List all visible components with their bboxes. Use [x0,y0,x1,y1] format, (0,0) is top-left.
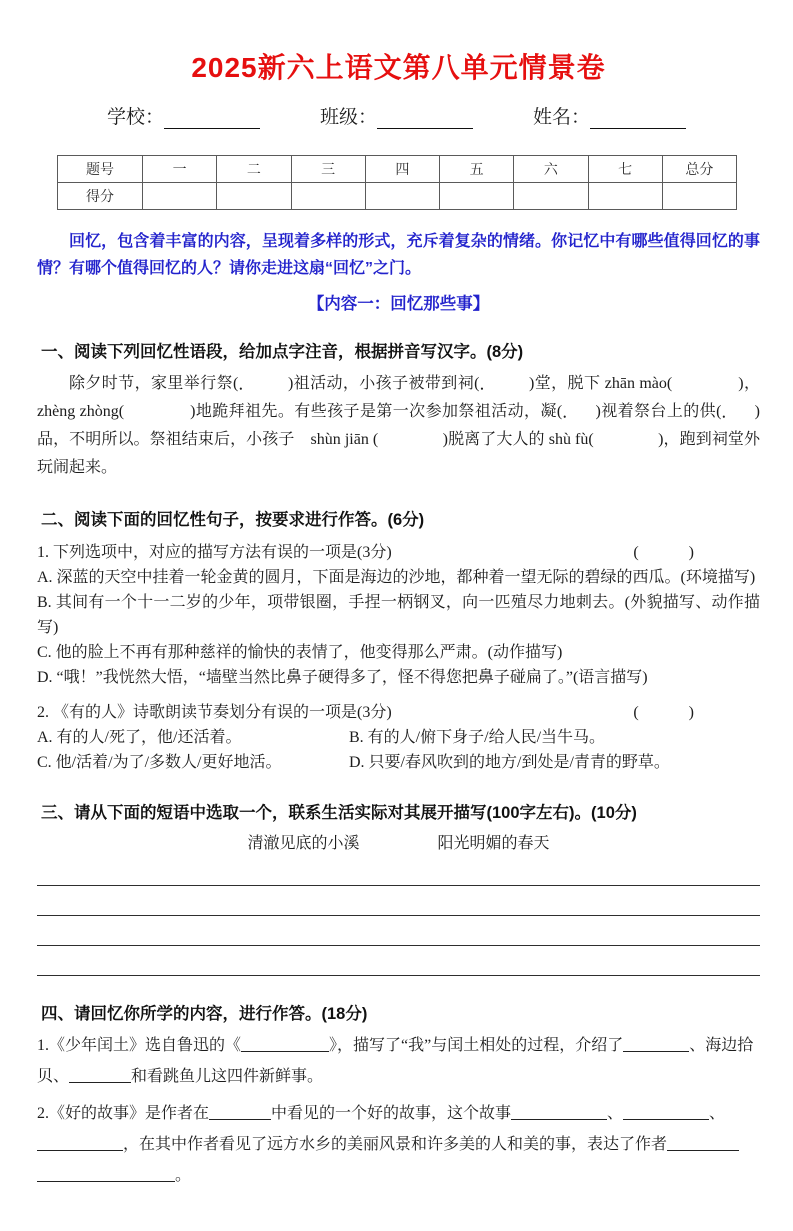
question-1-text: 1. 下列选项中，对应的描写方法有误的一项是(3分) [37,544,392,561]
phrase-spring: 阳光明媚的春天 [437,835,550,852]
score-table-header-row [58,156,737,183]
name-label: 姓名： [533,107,591,128]
class-field [320,102,473,129]
text-run: 除夕时节，家里举行 [69,375,217,392]
answer-blank [623,1036,689,1052]
question-1-option-d: D. “哦！”我恍然大悟，“墙壁当然比鼻子硬得多了，怪不得您把鼻子碰扁了。”(语言描写) [37,669,648,686]
question-2-option-b: B. 有的人/俯下身子/给人民/当牛马。 [349,729,606,746]
phrase-creek: 清澈见底的小溪 [247,835,360,852]
school-blank [164,108,260,129]
content-heading: 【内容一：回忆那些事】 [307,295,490,313]
text-run: 和看跳鱼儿这四件新鲜事。 [131,1068,324,1085]
text-run: 》，描写了“我”与闰土相处的过程，介绍了 [329,1037,624,1054]
question-1-answer-paren: ( ) [633,544,700,561]
score-row-label: 得分 [58,183,143,210]
answer-blank [511,1104,607,1120]
question-2-options [37,725,760,775]
answer-blank [241,1036,329,1052]
writing-line [37,975,760,976]
section-three-title: 三、请从下面的短语中选取一个，联系生活实际对其展开描写(100字左右)。(10分) [41,804,637,822]
question-1-option-a: A. 深蓝的天空中挂着一轮金黄的圆月，下面是海边的沙地，都种着一望无际的碧绿的西瓜。(环境描写) [37,569,756,586]
score-table-cell: 七 [588,156,662,183]
text-run: 、 [607,1105,624,1122]
score-cell-empty [440,183,514,210]
score-table-score-row [58,183,737,210]
text-run: 2.《好的故事》是作者在 [37,1105,210,1122]
class-blank [377,108,473,129]
question-2-answer-paren: ( ) [633,704,700,721]
writing-line [37,945,760,946]
intro-paragraph: 回忆，包含着丰富的内容，呈现着多样的形式，充斥着复杂的情绪。你记忆中有哪些值得回忆的事情？有哪个值得回忆的人？请你走进这扇“回忆”之门。 [37,233,760,277]
text-run: ，在其中作者看见了远方水乡的美丽风景和许多美的人和美的事，表达了作者 [123,1136,668,1153]
score-cell-empty [662,183,736,210]
dotted-character: 供 [699,403,717,420]
question-1-option-c: C. 他的脸上不再有那种慈祥的愉快的表情了，他变得那么严肃。(动作描写) [37,644,563,661]
question-2-text: 2. 《有的人》诗歌朗读节奏划分有误的一项是(3分) [37,704,392,721]
score-table [57,155,737,210]
question-1-option-b: B. 其间有一个十一二岁的少年，项带银圈，手捏一柄钢叉，向一匹殖尽力地刺去。(外貌描写、动作描写) [37,594,760,636]
text-run: 、 [709,1105,726,1122]
text-run: ( )祖活动，小孩子被带到 [233,375,458,392]
phrase-choices [37,831,760,857]
score-table-cell: 六 [514,156,588,183]
section-four-title: 四、请回忆你所学的内容，进行作答。(18分) [41,1005,368,1023]
writing-line [37,885,760,886]
question-2-option-c: C. 他/活着/为了/多数人/更好地活。 [37,754,282,771]
score-cell-empty [217,183,291,210]
section-two-title: 二、阅读下面的回忆性句子，按要求进行作答。(6分) [41,511,425,529]
question-1 [37,540,760,565]
school-label: 学校： [107,107,165,128]
writing-area [37,885,760,976]
answer-blank [69,1067,131,1083]
score-table-cell: 四 [365,156,439,183]
score-table-cell: 一 [143,156,217,183]
student-info-row [107,102,760,129]
score-table-cell: 总分 [662,156,736,183]
score-table-cell: 二 [217,156,291,183]
answer-blank [209,1104,271,1120]
score-table-cell: 题号 [58,156,143,183]
score-cell-empty [143,183,217,210]
answer-blank [37,1135,123,1151]
text-run: ( )品，不明所以。祭祖结束后，小孩子 shùn jiān ( )脱离了大人的 shù fù( )，跑到祠堂外玩闹起来。 [37,403,760,476]
question-2-option-d: D. 只要/春风吹到的地方/到处是/青青的野草。 [349,754,670,771]
exam-title: 2025新六上语文第八单元情景卷 [191,52,606,83]
answer-blank [37,1166,175,1182]
class-label: 班级： [320,107,378,128]
score-cell-empty [365,183,439,210]
section-one-passage [37,370,760,482]
score-table-cell: 三 [291,156,365,183]
question-2 [37,700,760,725]
fill-item-2 [37,1098,760,1191]
score-cell-empty [291,183,365,210]
score-table-cell: 五 [440,156,514,183]
answer-blank [623,1104,709,1120]
name-field [533,102,686,129]
text-run: 1.《少年闰土》选自鲁迅的《 [37,1037,242,1054]
dotted-character: 祭 [216,375,234,392]
dotted-character: 凝 [540,403,557,420]
text-run: ( )视着祭台上的 [556,403,700,420]
score-cell-empty [588,183,662,210]
dotted-character: 祠 [457,375,475,392]
answer-blank [667,1135,739,1151]
score-cell-empty [514,183,588,210]
school-field [107,102,260,129]
fill-item-1 [37,1030,760,1092]
text-run: 中看见的一个好的故事，这个故事 [271,1105,512,1122]
writing-line [37,915,760,916]
text-run: ( )堂，脱下 zhān mào( )，zhèng zhòng( )地跪拜祖先。有些孩子是第一次参加祭祖活动， [37,375,760,420]
question-2-option-a: A. 有的人/死了，他/还活着。 [37,729,242,746]
text-run: 、海边拾贝、 [37,1037,754,1085]
name-blank [590,108,686,129]
text-run: 。 [175,1167,192,1184]
section-one-title: 一、阅读下列回忆性语段，给加点字注音，根据拼音写汉字。(8分) [41,343,524,361]
